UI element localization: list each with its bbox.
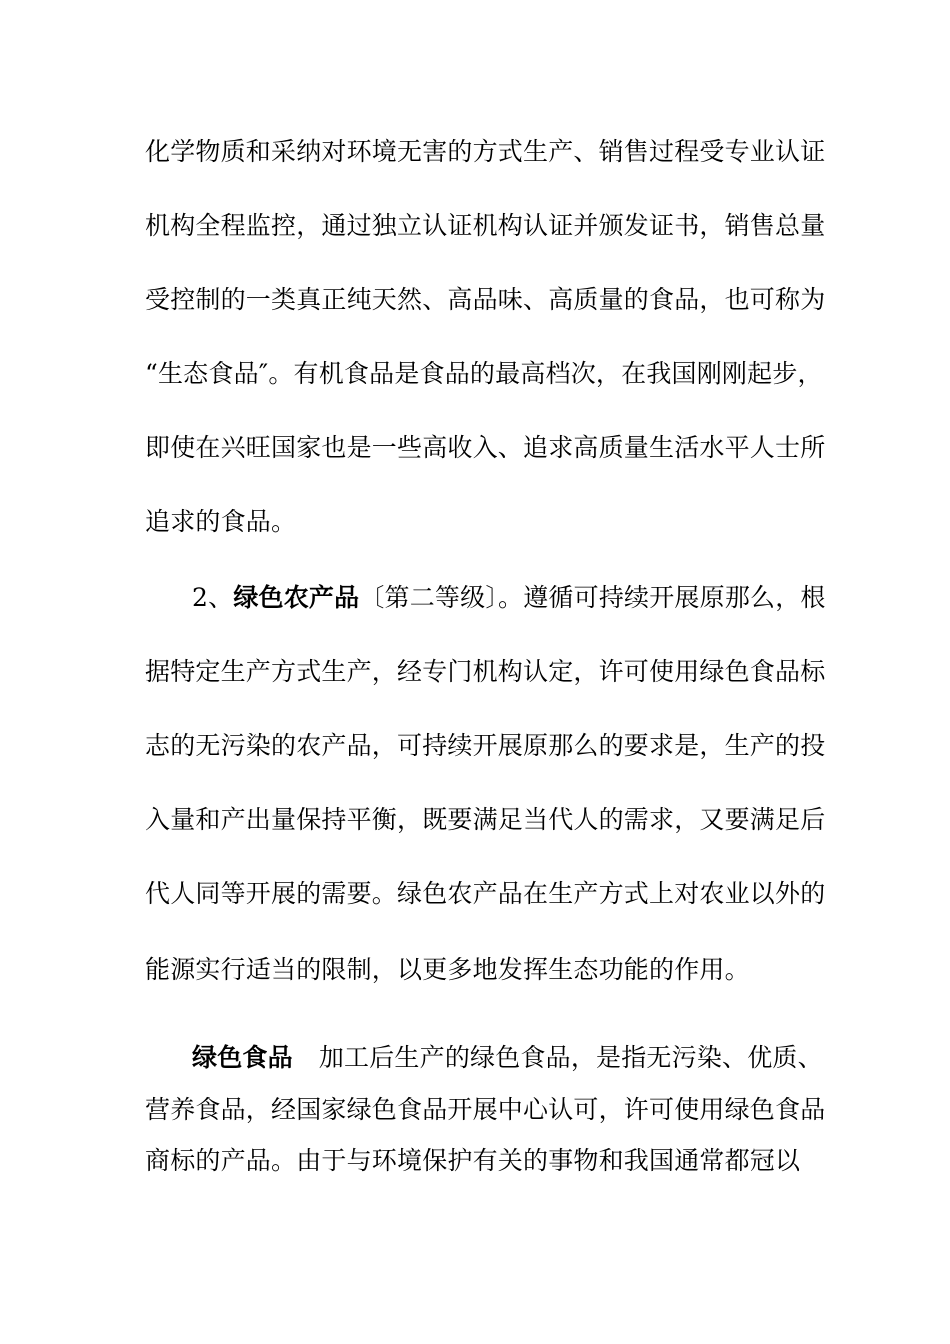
paragraph-2-line-4: 入量和产出量保持平衡，既要满足当代人的需求，又要满足后 <box>145 805 826 834</box>
paragraph-3-line-1 <box>192 1042 823 1074</box>
paragraph-3-first-line-rest: 加工后生产的绿色食品，是指无污染、优质、 <box>318 1043 823 1072</box>
paragraph-2-line-6: 能源实行适当的限制，以更多地发挥生态功能的作用。 <box>145 955 750 984</box>
paragraph-3-term: 绿色食品 <box>192 1043 293 1072</box>
paragraph-2-line-5: 代人同等开展的需要。绿色农产品在生产方式上对农业以外的 <box>145 879 826 908</box>
paragraph-1-line-5: 即使在兴旺国家也是一些高收入、追求高质量生活水平人士所 <box>145 433 826 462</box>
paragraph-2-number: 2、 <box>192 583 234 612</box>
paragraph-1-line-4: “生态食品″。有机食品是食品的最高档次，在我国刚刚起步， <box>145 359 823 388</box>
paragraph-1-line-1: 化学物质和采纳对环境无害的方式生产、销售过程受专业认证 <box>145 137 826 166</box>
paragraph-2-line-3: 志的无污染的农产品，可持续开展原那么的要求是，生产的投 <box>145 731 826 760</box>
paragraph-2-line-1 <box>192 582 826 614</box>
paragraph-3-line-2: 营养食品，经国家绿色食品开展中心认可，许可使用绿色食品 <box>145 1095 826 1124</box>
paragraph-1-line-6: 追求的食品。 <box>145 507 297 536</box>
paragraph-3-line-3: 商标的产品。由于与环境保护有关的事物和我国通常都冠以 <box>145 1146 801 1175</box>
paragraph-2-first-line-rest: 〔第二等级〕。遵循可持续开展原那么，根 <box>359 583 826 612</box>
paragraph-1-line-3: 受控制的一类真正纯天然、高品味、高质量的食品，也可称为 <box>145 285 826 314</box>
paragraph-1-line-2: 机构全程监控，通过独立认证机构认证并颁发证书，销售总量 <box>145 211 826 240</box>
paragraph-2-term: 绿色农产品 <box>233 583 360 612</box>
paragraph-2-line-2: 据特定生产方式生产，经专门机构认定，许可使用绿色食品标 <box>145 657 826 686</box>
